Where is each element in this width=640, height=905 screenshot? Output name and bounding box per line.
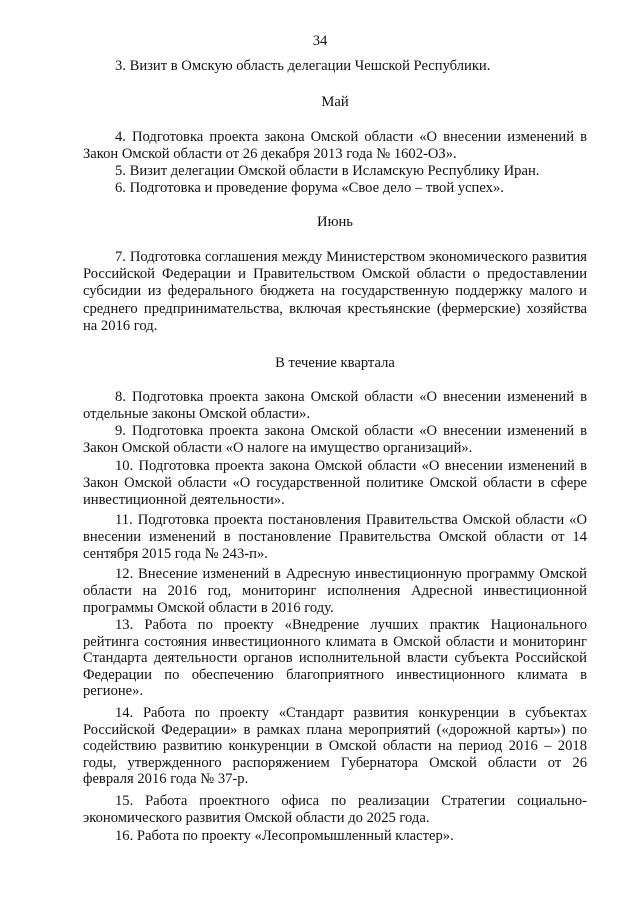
section-heading-quarter: В течение квартала: [275, 355, 395, 371]
list-item-13: 13. Работа по проекту «Внедрение лучших практик Национального рейтинга состояния инвестиционного климата в Омской области и мониторинг Стандарта деятельности органов исполнительной власти субъекта Российской Федерации по обеспечению благоприятного инвестиционного климата в регионе».: [83, 617, 587, 700]
list-item-9: 9. Подготовка проекта закона Омской области «О внесении изменений в Закон Омской области «О налоге на имущество организаций».: [83, 423, 587, 457]
list-item-4: 4. Подготовка проекта закона Омской области «О внесении изменений в Закон Омской области от 26 декабря 2013 года № 1602-ОЗ».: [83, 129, 587, 163]
list-item-12: 12. Внесение изменений в Адресную инвестиционную программу Омской области на 2016 год, мониторинг исполнения Адресной инвестиционной программы Омской области в 2016 году.: [83, 566, 587, 617]
list-item-14: 14. Работа по проекту «Стандарт развития конкуренции в субъектах Российской Федерации» в рамках плана мероприятий («дорожной карты») по содействию развитию конкуренции в Омской области на период 2016 – 2018 годы, утвержденного распоряжением Губернатора Омской области от 26 февраля 2016 года № 37-р.: [83, 705, 587, 788]
section-heading-june: Июнь: [317, 214, 353, 230]
list-item-15: 15. Работа проектного офиса по реализации Стратегии социально-экономического развития Омской области до 2025 года.: [83, 793, 587, 827]
list-item-10: 10. Подготовка проекта закона Омской области «О внесении изменений в Закон Омской области «О государственной политике Омской области в сфере инвестиционной деятельности».: [83, 458, 587, 509]
list-item-5: 5. Визит делегации Омской области в Исламскую Республику Иран.: [115, 163, 540, 179]
list-item-3: 3. Визит в Омскую область делегации Чешской Республики.: [115, 58, 491, 74]
page-number: 34: [312, 33, 328, 49]
section-heading-may: Май: [321, 94, 349, 110]
list-item-6: 6. Подготовка и проведение форума «Свое дело – твой успех».: [115, 180, 504, 196]
list-item-8: 8. Подготовка проекта закона Омской области «О внесении изменений в отдельные законы Омской области».: [83, 389, 587, 423]
list-item-7: 7. Подготовка соглашения между Министерством экономического развития Российской Федерации и Правительством Омской области о предоставлении субсидии из федерального бюджета на государственную поддержку малого и среднего предпринимательства, включая крестьянские (фермерские) хозяйства на 2016 год.: [83, 249, 587, 334]
list-item-11: 11. Подготовка проекта постановления Правительства Омской области «О внесении изменений в постановление Правительства Омской области от 14 сентября 2015 года № 243-п».: [83, 512, 587, 563]
list-item-16: 16. Работа по проекту «Лесопромышленный кластер».: [115, 828, 454, 844]
